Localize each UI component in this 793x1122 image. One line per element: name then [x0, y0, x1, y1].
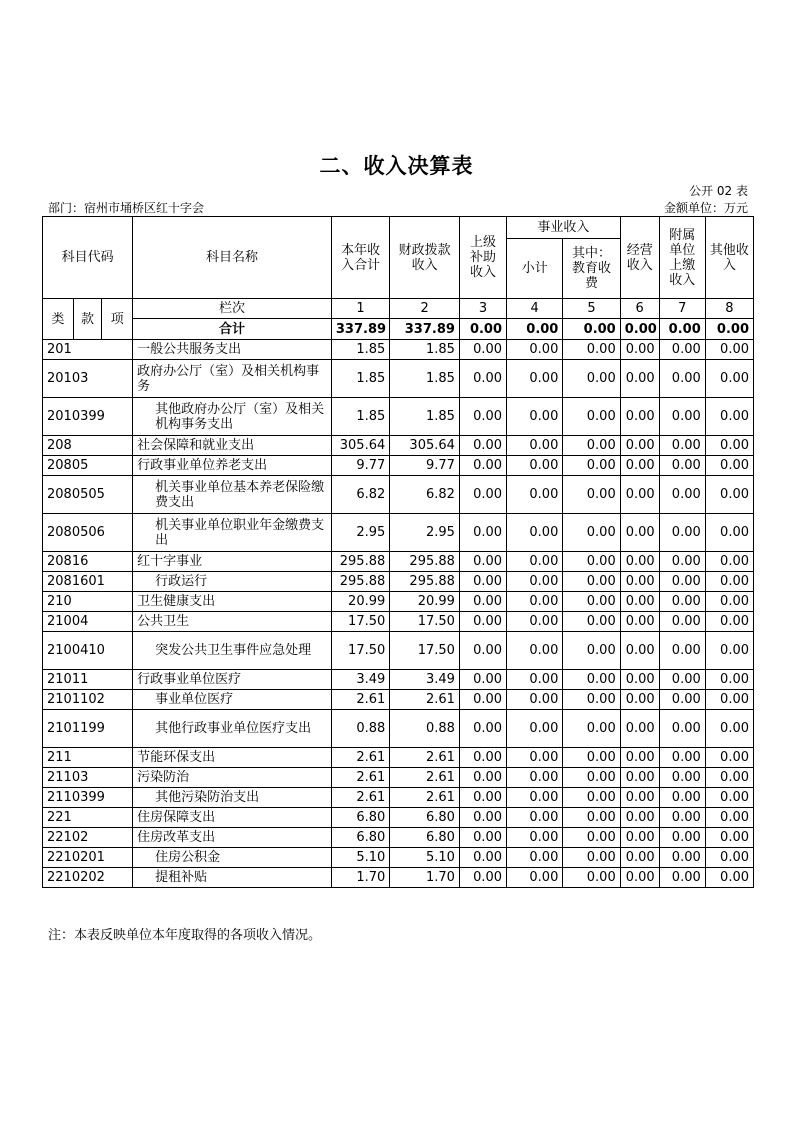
amount-cell: 5.10 — [331, 848, 389, 868]
amount-cell: 0.00 — [659, 848, 705, 868]
page-title: 二、收入决算表 — [319, 154, 474, 178]
amount-cell: 0.00 — [620, 476, 659, 514]
table-row — [43, 572, 754, 592]
amount-cell: 0.88 — [331, 710, 389, 748]
subject-name-cell: 公共卫生 — [133, 612, 332, 632]
amount-cell: 0.00 — [620, 848, 659, 868]
amount-cell: 0.00 — [620, 360, 659, 398]
amount-cell: 0.00 — [507, 612, 563, 632]
total-value: 337.89 — [331, 319, 389, 340]
table-row — [43, 848, 754, 868]
footnote: 注：本表反映单位本年度取得的各项收入情况。 — [48, 928, 322, 943]
subject-code-cell: 2100410 — [43, 632, 133, 670]
subject-name-cell: 机关事业单位基本养老保险缴费支出 — [133, 476, 332, 514]
amount-unit-label: 金额单位：万元 — [663, 201, 748, 215]
amount-cell: 0.00 — [659, 612, 705, 632]
header-operating-income: 经营收入 — [620, 217, 659, 299]
amount-cell: 2.95 — [331, 514, 389, 552]
subject-code-cell: 21004 — [43, 612, 133, 632]
subject-name-cell: 事业单位医疗 — [133, 690, 332, 710]
amount-cell: 0.00 — [659, 748, 705, 768]
amount-cell: 0.00 — [659, 868, 705, 888]
table-row — [43, 670, 754, 690]
subject-code-cell: 20805 — [43, 456, 133, 476]
amount-cell: 0.00 — [507, 690, 563, 710]
amount-cell: 0.00 — [620, 788, 659, 808]
amount-cell: 6.80 — [331, 828, 389, 848]
amount-cell: 0.00 — [563, 514, 620, 552]
amount-cell: 0.00 — [459, 476, 506, 514]
amount-cell: 0.00 — [507, 360, 563, 398]
amount-cell: 1.85 — [390, 340, 460, 360]
header-superior-income: 上级补助收入 — [459, 217, 506, 299]
col-num: 5 — [563, 299, 620, 319]
amount-cell: 0.00 — [507, 592, 563, 612]
amount-cell: 1.85 — [331, 340, 389, 360]
subject-code-cell: 2101102 — [43, 690, 133, 710]
amount-cell: 17.50 — [331, 612, 389, 632]
amount-cell: 0.00 — [563, 592, 620, 612]
amount-cell: 1.85 — [331, 360, 389, 398]
subject-code-cell: 2080506 — [43, 514, 133, 552]
header-total-income: 本年收入合计 — [331, 217, 389, 299]
amount-cell: 0.00 — [620, 552, 659, 572]
amount-cell: 0.00 — [563, 612, 620, 632]
total-value: 0.00 — [659, 319, 705, 340]
amount-cell: 0.00 — [705, 828, 753, 848]
amount-cell: 0.00 — [563, 398, 620, 436]
amount-cell: 20.99 — [390, 592, 460, 612]
amount-cell: 0.00 — [507, 808, 563, 828]
amount-cell: 0.00 — [563, 476, 620, 514]
amount-cell: 9.77 — [390, 456, 460, 476]
subject-name-cell: 红十字事业 — [133, 552, 332, 572]
table-row — [43, 828, 754, 848]
table-row — [43, 592, 754, 612]
subject-name-cell: 行政运行 — [133, 572, 332, 592]
amount-cell: 0.00 — [563, 360, 620, 398]
table-row — [43, 808, 754, 828]
amount-cell: 0.00 — [459, 828, 506, 848]
subject-code-cell: 208 — [43, 436, 133, 456]
subject-code-cell: 2080505 — [43, 476, 133, 514]
amount-cell: 0.00 — [620, 514, 659, 552]
amount-cell: 295.88 — [331, 552, 389, 572]
subject-name-cell: 其他行政事业单位医疗支出 — [133, 710, 332, 748]
amount-cell: 305.64 — [390, 436, 460, 456]
table-row — [43, 552, 754, 572]
amount-cell: 0.00 — [459, 748, 506, 768]
amount-cell: 0.00 — [705, 514, 753, 552]
amount-cell: 0.00 — [459, 360, 506, 398]
amount-cell: 0.00 — [705, 670, 753, 690]
header-xiang: 项 — [102, 299, 133, 340]
amount-cell: 1.70 — [331, 868, 389, 888]
subject-name-cell: 住房改革支出 — [133, 828, 332, 848]
table-row — [43, 476, 754, 514]
amount-cell: 0.00 — [507, 514, 563, 552]
amount-cell: 0.00 — [459, 398, 506, 436]
col-num: 1 — [331, 299, 389, 319]
amount-cell: 2.61 — [390, 690, 460, 710]
table-row — [43, 612, 754, 632]
table-row — [43, 456, 754, 476]
amount-cell: 1.85 — [390, 398, 460, 436]
total-value: 337.89 — [390, 319, 460, 340]
amount-cell: 1.85 — [331, 398, 389, 436]
subject-name-cell: 机关事业单位职业年金缴费支出 — [133, 514, 332, 552]
form-number: 公开 02 表 — [689, 184, 748, 198]
amount-cell: 0.00 — [620, 456, 659, 476]
amount-cell: 0.88 — [390, 710, 460, 748]
table-row — [43, 768, 754, 788]
amount-cell: 0.00 — [659, 632, 705, 670]
table-row — [43, 360, 754, 398]
amount-cell: 0.00 — [620, 828, 659, 848]
table-row — [43, 868, 754, 888]
amount-cell: 0.00 — [620, 868, 659, 888]
amount-cell: 0.00 — [705, 340, 753, 360]
table-row — [43, 632, 754, 670]
header-edu-fee: 其中：教育收费 — [563, 239, 620, 299]
amount-cell: 0.00 — [563, 768, 620, 788]
amount-cell: 305.64 — [331, 436, 389, 456]
subject-name-cell: 节能环保支出 — [133, 748, 332, 768]
col-num: 3 — [459, 299, 506, 319]
amount-cell: 6.82 — [331, 476, 389, 514]
amount-cell: 2.61 — [331, 788, 389, 808]
amount-cell: 0.00 — [459, 768, 506, 788]
amount-cell: 0.00 — [459, 868, 506, 888]
subject-name-cell: 一般公共服务支出 — [133, 340, 332, 360]
table-row — [43, 788, 754, 808]
amount-cell: 0.00 — [507, 456, 563, 476]
total-value: 0.00 — [563, 319, 620, 340]
amount-cell: 0.00 — [563, 340, 620, 360]
amount-cell: 0.00 — [659, 670, 705, 690]
amount-cell: 0.00 — [459, 340, 506, 360]
header-subtotal: 小计 — [507, 239, 563, 299]
amount-cell: 0.00 — [659, 552, 705, 572]
subject-code-cell: 21103 — [43, 768, 133, 788]
amount-cell: 17.50 — [331, 632, 389, 670]
amount-cell: 9.77 — [331, 456, 389, 476]
amount-cell: 2.61 — [331, 768, 389, 788]
amount-cell: 0.00 — [705, 808, 753, 828]
amount-cell: 0.00 — [705, 612, 753, 632]
amount-cell: 0.00 — [563, 788, 620, 808]
amount-cell: 0.00 — [620, 690, 659, 710]
amount-cell: 0.00 — [563, 572, 620, 592]
amount-cell: 0.00 — [659, 436, 705, 456]
amount-cell: 295.88 — [390, 572, 460, 592]
amount-cell: 0.00 — [659, 768, 705, 788]
amount-cell: 0.00 — [563, 848, 620, 868]
amount-cell: 20.99 — [331, 592, 389, 612]
amount-cell: 1.70 — [390, 868, 460, 888]
subject-code-cell: 2010399 — [43, 398, 133, 436]
amount-cell: 0.00 — [459, 690, 506, 710]
amount-cell: 0.00 — [659, 710, 705, 748]
amount-cell: 6.80 — [390, 808, 460, 828]
total-value: 0.00 — [620, 319, 659, 340]
amount-cell: 0.00 — [459, 710, 506, 748]
header-lei: 类 — [43, 299, 74, 340]
amount-cell: 0.00 — [659, 360, 705, 398]
header-affiliated-income: 附属单位上缴收入 — [659, 217, 705, 299]
amount-cell: 0.00 — [507, 398, 563, 436]
amount-cell: 0.00 — [620, 592, 659, 612]
amount-cell: 0.00 — [705, 868, 753, 888]
amount-cell: 0.00 — [563, 710, 620, 748]
amount-cell: 0.00 — [563, 690, 620, 710]
subject-code-cell: 20103 — [43, 360, 133, 398]
total-value: 0.00 — [705, 319, 753, 340]
amount-cell: 0.00 — [459, 592, 506, 612]
subject-code-cell: 201 — [43, 340, 133, 360]
subject-code-cell: 210 — [43, 592, 133, 612]
amount-cell: 0.00 — [563, 436, 620, 456]
table-row — [43, 514, 754, 552]
amount-cell: 0.00 — [507, 476, 563, 514]
amount-cell: 0.00 — [563, 868, 620, 888]
amount-cell: 0.00 — [620, 340, 659, 360]
amount-cell: 0.00 — [659, 398, 705, 436]
amount-cell: 0.00 — [563, 632, 620, 670]
amount-cell: 6.82 — [390, 476, 460, 514]
subject-name-cell: 突发公共卫生事件应急处理 — [133, 632, 332, 670]
subject-name-cell: 社会保障和就业支出 — [133, 436, 332, 456]
subject-code-cell: 2110399 — [43, 788, 133, 808]
department-label: 部门：宿州市埇桥区红十字会 — [48, 201, 205, 215]
amount-cell: 295.88 — [390, 552, 460, 572]
amount-cell: 0.00 — [507, 748, 563, 768]
amount-cell: 6.80 — [390, 828, 460, 848]
amount-cell: 0.00 — [620, 398, 659, 436]
amount-cell: 0.00 — [705, 398, 753, 436]
amount-cell: 0.00 — [705, 476, 753, 514]
amount-cell: 0.00 — [507, 552, 563, 572]
amount-cell: 0.00 — [507, 572, 563, 592]
amount-cell: 0.00 — [620, 748, 659, 768]
amount-cell: 0.00 — [705, 552, 753, 572]
subject-code-cell: 2081601 — [43, 572, 133, 592]
amount-cell: 0.00 — [705, 690, 753, 710]
amount-cell: 0.00 — [459, 572, 506, 592]
amount-cell: 0.00 — [563, 748, 620, 768]
amount-cell: 0.00 — [563, 670, 620, 690]
amount-cell: 0.00 — [705, 572, 753, 592]
subject-name-cell: 卫生健康支出 — [133, 592, 332, 612]
amount-cell: 0.00 — [620, 612, 659, 632]
amount-cell: 0.00 — [459, 788, 506, 808]
amount-cell: 0.00 — [459, 552, 506, 572]
amount-cell: 0.00 — [620, 670, 659, 690]
amount-cell: 0.00 — [620, 808, 659, 828]
subject-name-cell: 政府办公厅（室）及相关机构事务 — [133, 360, 332, 398]
subject-name-cell: 其他污染防治支出 — [133, 788, 332, 808]
amount-cell: 0.00 — [459, 848, 506, 868]
amount-cell: 0.00 — [705, 592, 753, 612]
amount-cell: 0.00 — [507, 670, 563, 690]
amount-cell: 0.00 — [620, 768, 659, 788]
amount-cell: 0.00 — [507, 828, 563, 848]
income-table — [42, 216, 754, 888]
amount-cell: 0.00 — [563, 808, 620, 828]
amount-cell: 0.00 — [563, 828, 620, 848]
table-row — [43, 690, 754, 710]
subject-name-cell: 提租补贴 — [133, 868, 332, 888]
subject-code-cell: 211 — [43, 748, 133, 768]
amount-cell: 0.00 — [659, 808, 705, 828]
total-value: 0.00 — [507, 319, 563, 340]
table-row — [43, 340, 754, 360]
amount-cell: 0.00 — [705, 710, 753, 748]
amount-cell: 3.49 — [331, 670, 389, 690]
amount-cell: 0.00 — [705, 768, 753, 788]
subject-code-cell: 21011 — [43, 670, 133, 690]
amount-cell: 0.00 — [507, 436, 563, 456]
amount-cell: 0.00 — [705, 436, 753, 456]
amount-cell: 0.00 — [620, 572, 659, 592]
header-subject-name: 科目名称 — [133, 217, 332, 299]
header-business-income: 事业收入 — [507, 217, 621, 239]
amount-cell: 0.00 — [459, 808, 506, 828]
amount-cell: 0.00 — [459, 456, 506, 476]
header-column-index: 栏次 — [133, 299, 332, 319]
amount-cell: 0.00 — [507, 768, 563, 788]
header-other-income: 其他收入 — [705, 217, 753, 299]
amount-cell: 3.49 — [390, 670, 460, 690]
subject-code-cell: 2210202 — [43, 868, 133, 888]
amount-cell: 0.00 — [507, 340, 563, 360]
amount-cell: 0.00 — [563, 456, 620, 476]
amount-cell: 0.00 — [507, 788, 563, 808]
amount-cell: 17.50 — [390, 612, 460, 632]
amount-cell: 0.00 — [507, 632, 563, 670]
amount-cell: 0.00 — [705, 456, 753, 476]
amount-cell: 0.00 — [507, 848, 563, 868]
amount-cell: 0.00 — [705, 632, 753, 670]
header-fiscal-income: 财政拨款收入 — [390, 217, 460, 299]
col-num: 7 — [659, 299, 705, 319]
amount-cell: 0.00 — [659, 572, 705, 592]
amount-cell: 0.00 — [659, 476, 705, 514]
amount-cell: 0.00 — [659, 456, 705, 476]
amount-cell: 0.00 — [705, 360, 753, 398]
subject-code-cell: 2210201 — [43, 848, 133, 868]
header-kuan: 款 — [73, 299, 102, 340]
amount-cell: 0.00 — [659, 828, 705, 848]
amount-cell: 0.00 — [659, 514, 705, 552]
amount-cell: 0.00 — [620, 436, 659, 456]
total-label: 合计 — [133, 319, 332, 340]
amount-cell: 0.00 — [459, 436, 506, 456]
amount-cell: 2.61 — [331, 690, 389, 710]
subject-name-cell: 住房保障支出 — [133, 808, 332, 828]
amount-cell: 0.00 — [620, 710, 659, 748]
col-num: 4 — [507, 299, 563, 319]
subject-name-cell: 其他政府办公厅（室）及相关机构事务支出 — [133, 398, 332, 436]
amount-cell: 0.00 — [459, 632, 506, 670]
amount-cell: 0.00 — [705, 848, 753, 868]
subject-name-cell: 住房公积金 — [133, 848, 332, 868]
amount-cell: 0.00 — [705, 788, 753, 808]
amount-cell: 0.00 — [507, 710, 563, 748]
subject-name-cell: 污染防治 — [133, 768, 332, 788]
amount-cell: 2.61 — [390, 748, 460, 768]
amount-cell: 6.80 — [331, 808, 389, 828]
amount-cell: 0.00 — [705, 748, 753, 768]
amount-cell: 0.00 — [659, 340, 705, 360]
amount-cell: 0.00 — [563, 552, 620, 572]
amount-cell: 5.10 — [390, 848, 460, 868]
amount-cell: 1.85 — [390, 360, 460, 398]
amount-cell: 2.61 — [331, 748, 389, 768]
amount-cell: 0.00 — [659, 788, 705, 808]
table-row — [43, 436, 754, 456]
amount-cell: 295.88 — [331, 572, 389, 592]
subject-name-cell: 行政事业单位养老支出 — [133, 456, 332, 476]
amount-cell: 0.00 — [659, 592, 705, 612]
amount-cell: 2.61 — [390, 768, 460, 788]
amount-cell: 2.61 — [390, 788, 460, 808]
subject-code-cell: 22102 — [43, 828, 133, 848]
subject-code-cell: 221 — [43, 808, 133, 828]
header-subject-code: 科目代码 — [43, 217, 133, 299]
table-row — [43, 398, 754, 436]
amount-cell: 0.00 — [659, 690, 705, 710]
amount-cell: 2.95 — [390, 514, 460, 552]
subject-code-cell: 20816 — [43, 552, 133, 572]
amount-cell: 17.50 — [390, 632, 460, 670]
amount-cell: 0.00 — [459, 670, 506, 690]
amount-cell: 0.00 — [459, 612, 506, 632]
amount-cell: 0.00 — [459, 514, 506, 552]
subject-name-cell: 行政事业单位医疗 — [133, 670, 332, 690]
amount-cell: 0.00 — [620, 632, 659, 670]
amount-cell: 0.00 — [507, 868, 563, 888]
table-row — [43, 748, 754, 768]
col-num: 6 — [620, 299, 659, 319]
col-num: 8 — [705, 299, 753, 319]
subject-code-cell: 2101199 — [43, 710, 133, 748]
col-num: 2 — [390, 299, 460, 319]
total-value: 0.00 — [459, 319, 506, 340]
table-row — [43, 710, 754, 748]
